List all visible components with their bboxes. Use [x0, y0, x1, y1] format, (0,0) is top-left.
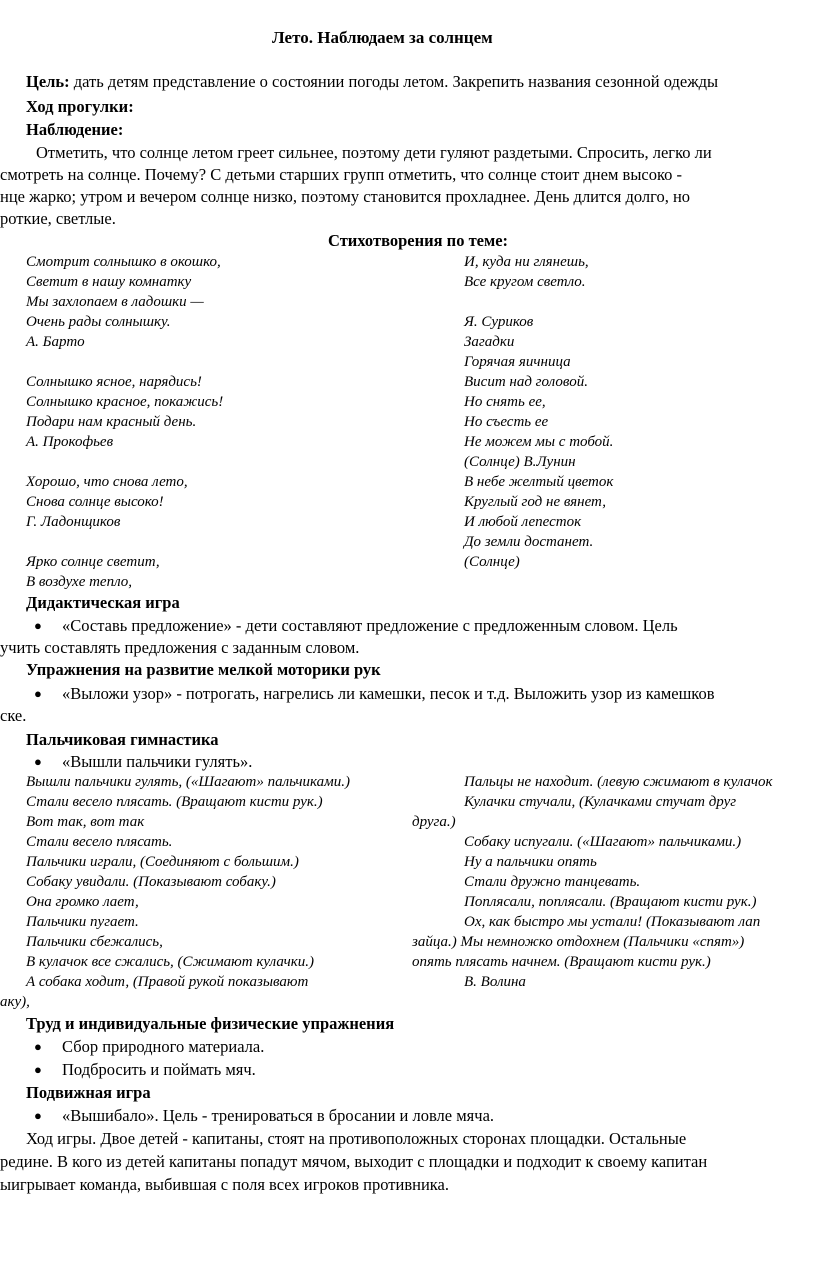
- poem-line: Все кругом светло.: [464, 274, 586, 290]
- poem-line: Солнышко красное, покажись!: [26, 394, 224, 410]
- active-game-line: Ход игры. Двое детей - капитаны, стоят на противоположных сторонах площадки. Остальные: [26, 1129, 687, 1148]
- finger-line: Стали весело плясать.: [26, 834, 173, 850]
- poem-line: Светит в нашу комнатку: [26, 274, 192, 290]
- poem-line: В воздухе тепло,: [26, 574, 133, 590]
- finger-line: В кулачок все сжались, (Сжимают кулачки.): [26, 954, 315, 970]
- poem-line: Хорошо, что снова лето,: [26, 474, 188, 490]
- poem-line: В небе желтый цветок: [464, 474, 614, 490]
- didactic-heading: Дидактическая игра: [26, 593, 180, 612]
- riddle-answer: (Солнце) В.Лунин: [464, 454, 576, 470]
- observation-line: Отметить, что солнце летом греет сильнее, поэтому дети гуляют раздетыми. Спросить, легко ли: [36, 143, 712, 162]
- poem-line: Мы захлопаем в ладошки —: [26, 294, 204, 310]
- riddle-answer: (Солнце): [464, 554, 520, 570]
- finger-line: Стали весело плясать. (Вращают кисти рук.): [26, 794, 323, 810]
- finger-line: аку),: [0, 994, 30, 1010]
- observation-line: роткие, светлые.: [0, 209, 116, 228]
- finger-line: Пальчики играли, (Соединяют с большим.): [26, 854, 299, 870]
- motor-item: «Выложи узор» - потрогать, нагрелись ли камешки, песок и т.д. Выложить узор из камешков: [62, 684, 715, 703]
- observation-line: нце жарко; утром и вечером солнце низко, поэтому становится прохладнее. День длится долго, но: [0, 187, 691, 206]
- bullet-icon: ●: [34, 1108, 42, 1123]
- poems-heading: Стихотворения по теме:: [328, 231, 509, 250]
- poem-line: Подари нам красный день.: [26, 414, 197, 430]
- goal-text: дать детям представление о состоянии погоды летом. Закрепить названия сезонной одежды: [73, 72, 719, 91]
- bullet-icon: ●: [34, 618, 42, 633]
- poem-line: И, куда ни глянешь,: [464, 254, 589, 270]
- poem-author: Я. Суриков: [464, 314, 534, 330]
- finger-line: зайца.) Мы немножко отдохнем (Пальчики «спят»): [412, 934, 745, 950]
- finger-author: В. Волина: [464, 974, 526, 990]
- poem-line: Снова солнце высоко!: [26, 494, 164, 510]
- finger-line: Пальчики сбежались,: [26, 934, 163, 950]
- page-title: Лето. Наблюдаем за солнцем: [272, 28, 493, 47]
- finger-line: Вышли пальчики гулять, («Шагают» пальчиками.): [26, 774, 350, 790]
- poem-author: А. Барто: [26, 334, 85, 350]
- poem-line: Смотрит солнышко в окошко,: [26, 254, 221, 270]
- didactic-item: «Составь предложение» - дети составляют предложение с предложенным словом. Цель: [62, 616, 678, 635]
- labor-heading: Труд и индивидуальные физические упражнения: [26, 1014, 395, 1033]
- bullet-icon: ●: [34, 1039, 42, 1054]
- labor-item: Сбор природного материала.: [62, 1037, 265, 1056]
- poem-author: Г. Ладонщиков: [26, 514, 121, 530]
- finger-line: Собаку увидали. (Показывают собаку.): [26, 874, 276, 890]
- finger-line: Поплясали, поплясали. (Вращают кисти рук.): [464, 894, 757, 910]
- finger-line: Пальцы не находит. (левую сжимают в кулачок: [464, 774, 773, 790]
- finger-line: Вот так, вот так: [26, 814, 145, 830]
- finger-heading: Пальчиковая гимнастика: [26, 730, 219, 749]
- poem-line: Круглый год не вянет,: [464, 494, 607, 510]
- poem-line: Но снять ее,: [464, 394, 546, 410]
- active-game-line: редине. В кого из детей капитаны попадут мячом, выходит с площадки и подходит к своему капитан: [0, 1152, 708, 1171]
- finger-line: А собака ходит, (Правой рукой показывают: [26, 974, 309, 990]
- finger-line: Пальчики пугает.: [26, 914, 139, 930]
- poem-line: Очень рады солнышку.: [26, 314, 171, 330]
- goal-line: [26, 72, 718, 92]
- poem-line: Ярко солнце светит,: [26, 554, 160, 570]
- motor-item-cont: ске.: [0, 706, 27, 725]
- active-game-item: «Вышибало». Цель - тренироваться в бросании и ловле мяча.: [62, 1106, 495, 1125]
- observation-line: смотреть на солнце. Почему? С детьми старших групп отметить, что солнце стоит днем высоко -: [0, 165, 683, 184]
- labor-item: Подбросить и поймать мяч.: [62, 1060, 256, 1079]
- didactic-item-cont: учить составлять предложения с заданным словом.: [0, 638, 360, 657]
- poem-line: Не можем мы с тобой.: [464, 434, 614, 450]
- poem-author: А. Прокофьев: [26, 434, 114, 450]
- poem-line: До земли достанет.: [464, 534, 594, 550]
- finger-line: Она громко лает,: [26, 894, 139, 910]
- observation-heading: Наблюдение:: [26, 120, 124, 139]
- riddles-heading: Загадки: [464, 334, 515, 350]
- bullet-icon: ●: [34, 754, 42, 769]
- poem-line: Но съесть ее: [464, 414, 549, 430]
- finger-line: Собаку испугали. («Шагают» пальчиками.): [464, 834, 742, 850]
- finger-item: «Вышли пальчики гулять».: [62, 752, 253, 771]
- active-game-heading: Подвижная игра: [26, 1083, 151, 1102]
- active-game-line: ыигрывает команда, выбившая с поля всех игроков противника.: [0, 1175, 449, 1194]
- finger-line: Ну а пальчики опять: [464, 854, 597, 870]
- finger-line: друга.): [412, 814, 456, 830]
- goal-label: Цель:: [26, 72, 70, 91]
- finger-line: Кулачки стучали, (Кулачками стучат друг: [464, 794, 737, 810]
- poem-line: Горячая яичница: [464, 354, 571, 370]
- bullet-icon: ●: [34, 686, 42, 701]
- motor-heading: Упражнения на развитие мелкой моторики рук: [26, 660, 381, 679]
- poem-line: Висит над головой.: [464, 374, 588, 390]
- poem-line: Солнышко ясное, нарядись!: [26, 374, 202, 390]
- walk-heading: Ход прогулки:: [26, 97, 134, 116]
- poem-line: И любой лепесток: [464, 514, 582, 530]
- finger-line: Ох, как быстро мы устали! (Показывают лап: [464, 914, 761, 930]
- bullet-icon: ●: [34, 1062, 42, 1077]
- finger-line: опять плясать начнем. (Вращают кисти рук.): [412, 954, 711, 970]
- finger-line: Стали дружно танцевать.: [464, 874, 641, 890]
